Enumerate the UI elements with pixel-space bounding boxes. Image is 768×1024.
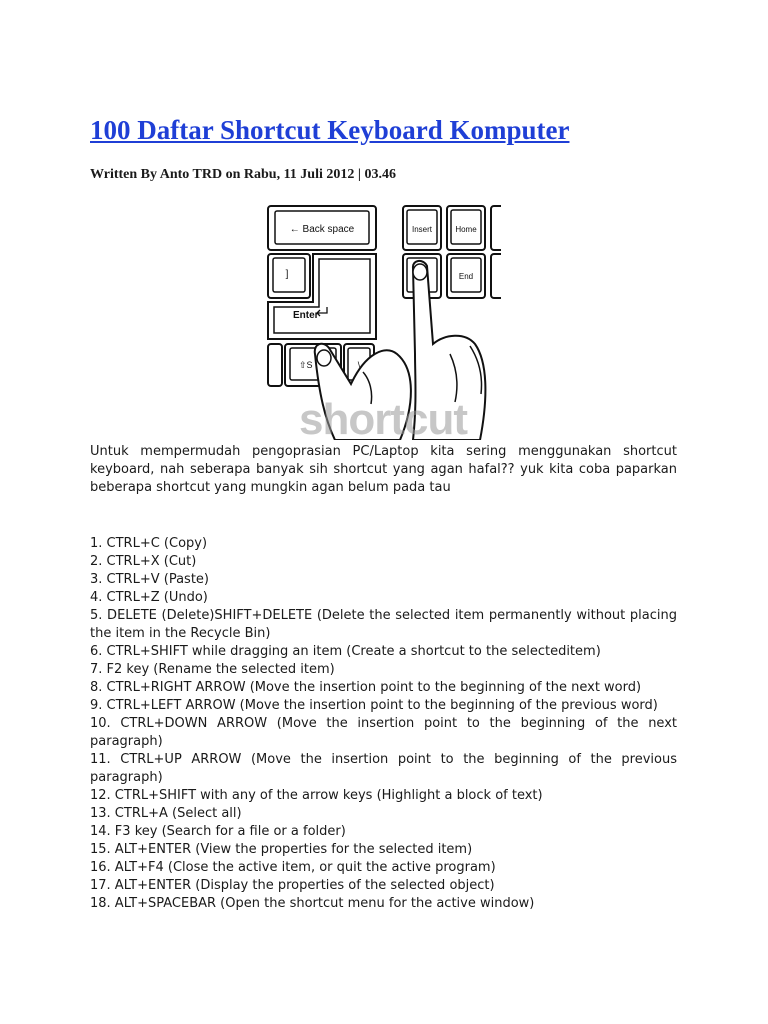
shortcut-list-item: 6. CTRL+SHIFT while dragging an item (Create a shortcut to the selecteditem) [90,644,601,659]
shortcut-list-item: 18. ALT+SPACEBAR (Open the shortcut menu for the active window) [90,896,535,911]
shortcut-list-item: 16. ALT+F4 (Close the active item, or quit the active program) [90,860,496,875]
shortcut-list-item: 1. CTRL+C (Copy) [90,536,208,551]
insert-key-label: Insert [411,225,433,234]
shortcut-list-item: 13. CTRL+A (Select all) [90,806,242,821]
shortcut-list-item: 15. ALT+ENTER (View the properties for the selected item) [90,842,473,857]
shortcut-list-item: 11. CTRL+UP ARROW (Move the insertion point to the beginning of the previous paragraph) [90,752,677,785]
keyboard-illustration-svg [265,204,501,440]
shortcut-list-item: 2. CTRL+X (Cut) [90,554,197,569]
shortcut-list-item: 8. CTRL+RIGHT ARROW (Move the insertion point to the beginning of the next word) [90,680,642,695]
bracket-key-label: ] [285,269,289,280]
backspace-key-label: ← Back space [289,224,355,235]
shortcut-list-item: 10. CTRL+DOWN ARROW (Move the insertion point to the beginning of the next paragraph) [90,716,677,749]
shortcut-watermark: shortcut [299,395,467,440]
shift-key-label: ⇧S [299,360,313,370]
partial-key-left [268,344,282,386]
shortcut-list-item: 5. DELETE (Delete)SHIFT+DELETE (Delete the selected item permanently without placing the item in the Recycle Bin) [90,608,677,641]
home-key-label: Home [455,225,477,234]
intro-paragraph: Untuk mempermudah pengoprasian PC/Laptop kita sering menggunakan shortcut keyboard, nah seberapa banyak sih shortcut yang agan hafal?? yuk kita coba paparkan beberapa shortcut yang mungkin agan belum pada tau [90,444,677,495]
shortcut-list [90,535,677,913]
enter-key-label: Enter [293,310,319,321]
keyboard-illustration [265,204,501,440]
bracket-key-cap [273,258,305,292]
shortcut-list-item: 7. F2 key (Rename the selected item) [90,662,335,677]
left-fingernail-icon [317,350,331,366]
shortcut-list-item: 3. CTRL+V (Paste) [90,572,209,587]
shortcut-list-item: 17. ALT+ENTER (Display the properties of the selected object) [90,878,495,893]
partial-key-mid [491,254,501,298]
shortcut-list-item: 12. CTRL+SHIFT with any of the arrow keys (Highlight a block of text) [90,788,543,803]
article-title[interactable]: 100 Daftar Shortcut Keyboard Komputer [90,115,570,145]
shortcut-list-item: 4. CTRL+Z (Undo) [90,590,208,605]
partial-key-top [491,206,501,250]
end-key-label: End [458,272,474,281]
right-fingernail-icon [413,264,427,280]
shortcut-list-item: 14. F3 key (Search for a file or a folder) [90,824,346,839]
shortcut-list-item: 9. CTRL+LEFT ARROW (Move the insertion point to the beginning of the previous word) [90,698,658,713]
backslash-key-label: \ [357,360,361,370]
article-byline: Written By Anto TRD on Rabu, 11 Juli 2012 | 03.46 [90,167,396,182]
